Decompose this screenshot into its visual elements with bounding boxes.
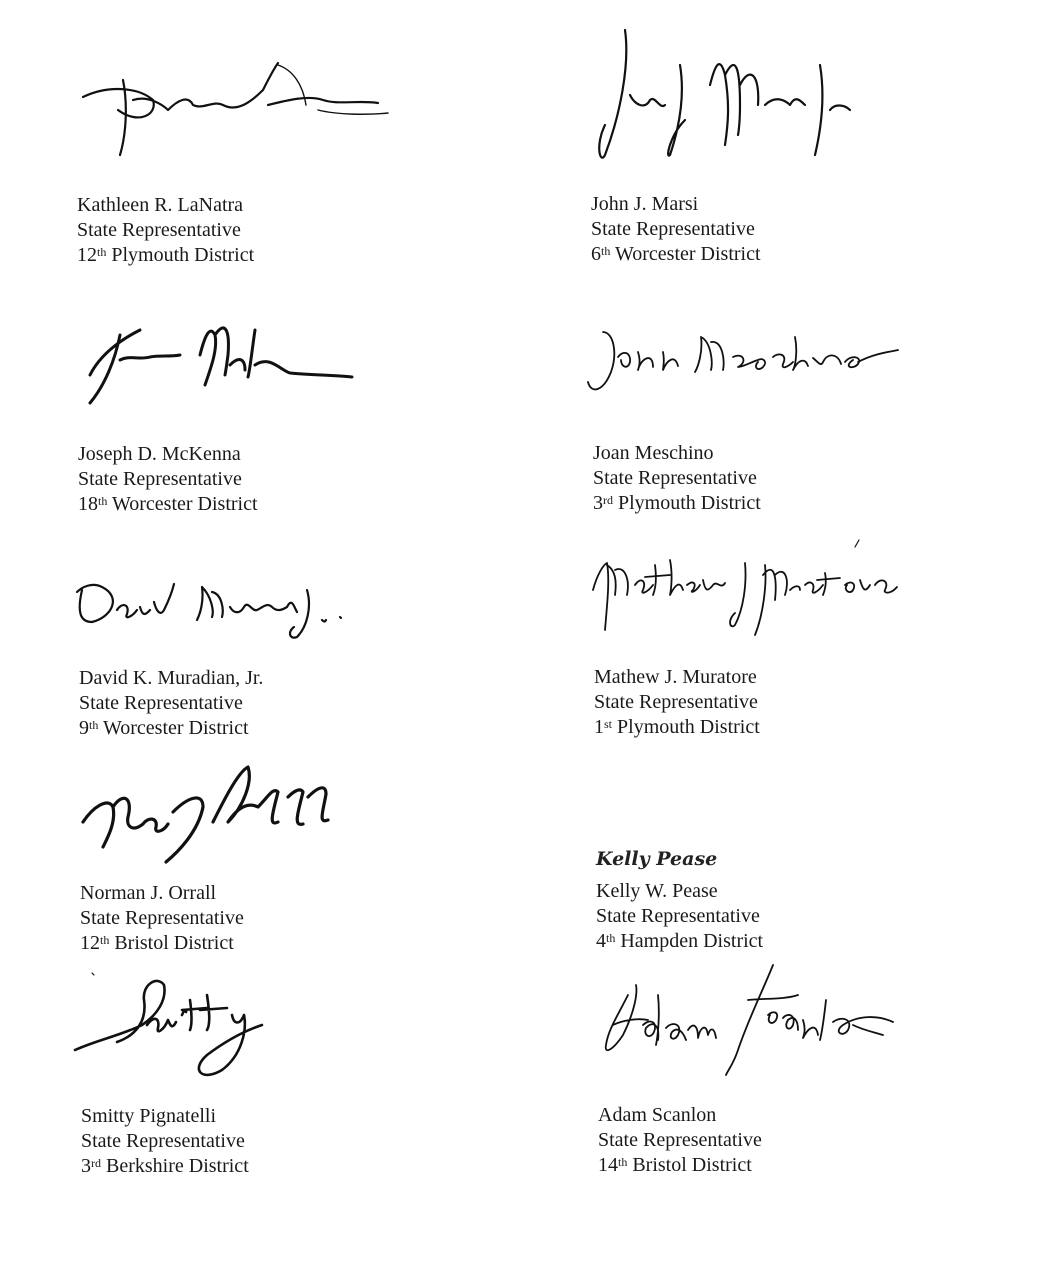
signer-name: Norman J. Orrall: [80, 882, 217, 904]
signer-district: 1st Plymouth District: [594, 716, 760, 738]
signer-name: Smitty Pignatelli: [81, 1105, 217, 1127]
signer-district: 14th Bristol District: [598, 1154, 752, 1176]
signer-title: State Representative: [593, 467, 757, 489]
signer-block-meschino: [593, 441, 761, 516]
signature-orrall: [78, 762, 338, 870]
signer-block-orrall: [80, 881, 244, 956]
signer-name: Adam Scanlon: [598, 1104, 717, 1126]
signature-mckenna: [80, 315, 360, 410]
signer-district: 6th Worcester District: [591, 243, 761, 265]
signer-title: State Representative: [598, 1129, 762, 1151]
signature-muratore: [585, 535, 905, 645]
signature-pignatelli: [72, 970, 272, 1085]
signer-title: State Representative: [80, 907, 244, 929]
typed-signature-pease: Kelly Pease: [596, 848, 718, 870]
signer-name: John J. Marsi: [591, 193, 699, 215]
signer-district: 3rd Berkshire District: [81, 1155, 249, 1177]
signer-block-lanatra: [77, 193, 254, 268]
signer-name: Kelly W. Pease: [596, 880, 718, 902]
signer-name: Joan Meschino: [593, 442, 714, 464]
signer-district: 4th Hampden District: [596, 930, 764, 952]
signer-title: State Representative: [591, 218, 755, 240]
signer-block-mckenna: [78, 442, 258, 517]
signature-meschino: [583, 322, 903, 402]
signer-title: State Representative: [81, 1130, 245, 1152]
signature-lanatra: [78, 55, 398, 160]
signature-marsi: [590, 25, 870, 165]
signer-name: Mathew J. Muratore: [594, 666, 757, 688]
signer-name: David K. Muradian, Jr.: [79, 667, 264, 689]
signer-district: 18th Worcester District: [78, 493, 258, 515]
signer-block-muradian: [79, 666, 263, 741]
signer-name: Kathleen R. LaNatra: [77, 194, 244, 216]
signer-district: 9th Worcester District: [79, 717, 249, 739]
signature-scanlon: [598, 960, 898, 1080]
signer-district: 12th Plymouth District: [77, 244, 255, 266]
signer-block-marsi: [591, 192, 761, 267]
signer-district: 3rd Plymouth District: [593, 492, 761, 514]
signer-block-scanlon: [598, 1103, 762, 1178]
signer-block-pease: [596, 879, 763, 954]
signer-title: State Representative: [77, 219, 241, 241]
signer-district: 12th Bristol District: [80, 932, 234, 954]
signer-block-pignatelli: [81, 1104, 249, 1179]
signer-title: State Representative: [78, 468, 242, 490]
signer-block-muratore: [594, 665, 760, 740]
signer-title: State Representative: [79, 692, 243, 714]
signature-muradian: [72, 572, 352, 642]
signer-title: State Representative: [594, 691, 758, 713]
signer-name: Joseph D. McKenna: [78, 443, 241, 465]
signer-title: State Representative: [596, 905, 760, 927]
